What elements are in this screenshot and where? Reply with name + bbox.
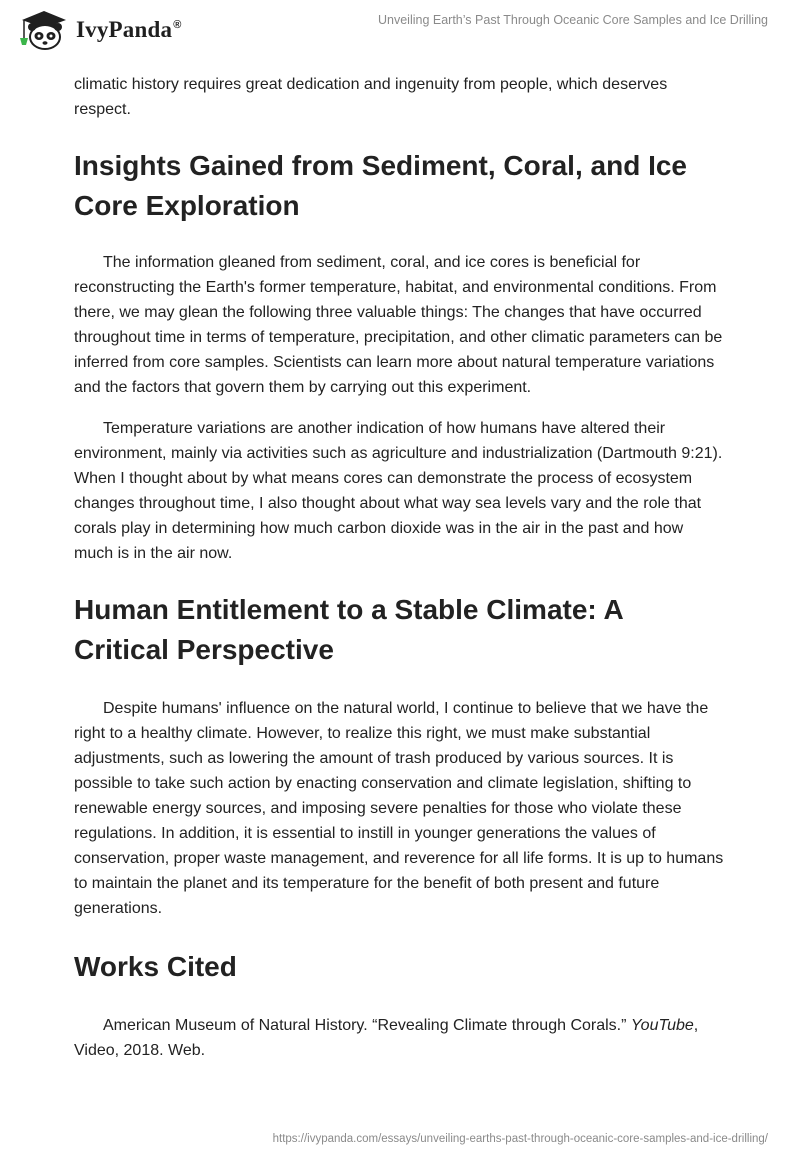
paragraph: Temperature variations are another indication of how humans have altered their environment, mainly via activities such as agriculture and industrialization (Dartmouth 9:21). When I thought about by what means cores can demonstrate the process of ecosystem changes throughout time, I also thought about what way sea levels vary and the role that corals play in determining how much carbon dioxide was in the air in the past and how much is in the air now. [74, 420, 723, 562]
logo-wordmark: IvyPanda® [76, 17, 182, 42]
ivypanda-logo[interactable] [14, 8, 182, 52]
section-heading-entitlement: Human Entitlement to a Stable Climate: A Critical Perspective [74, 594, 623, 665]
paragraph: Despite humans' influence on the natural world, I continue to believe that we have the right to a healthy climate. However, to realize this right, we must make substantial adjustments, such as lowering the amount of trash produced by various sources. It is possible to take such action by enacting conservation and climate legislation, shifting to renewable energy sources, and imposing severe penalties for those who violate these regulations. In addition, it is essential to instill in younger generations the values of conservation, proper waste management, and reverence for all life forms. It is up to humans to maintain the planet and its temperature for the benefit of both present and future generations. [74, 700, 724, 917]
intro-paragraph: climatic history requires great dedication and ingenuity from people, which deserves respect. [74, 76, 668, 118]
section-heading-insights: Insights Gained from Sediment, Coral, and Ice Core Exploration [74, 150, 688, 221]
essay-content [74, 72, 724, 1063]
citation-entry [74, 1013, 724, 1063]
registered-mark: ® [173, 19, 182, 32]
section-heading-works-cited: Works Cited [74, 951, 237, 982]
page-header [0, 0, 800, 60]
citation-source-italic: YouTube [630, 1017, 694, 1034]
citation-text: American Museum of Natural History. “Revealing Climate through Corals.” [103, 1017, 631, 1034]
panda-graduate-icon [14, 8, 70, 52]
footer-url[interactable]: https://ivypanda.com/essays/unveiling-earths-past-through-oceanic-core-samples-and-ice-drilling/ [272, 1133, 768, 1145]
document-title: Unveiling Earth’s Past Through Oceanic Core Samples and Ice Drilling [377, 13, 768, 27]
citation-details: , Video, 2018. Web. [74, 1017, 699, 1059]
paragraph: The information gleaned from sediment, coral, and ice cores is beneficial for reconstructing the Earth's former temperature, habitat, and environmental conditions. From there, we may glean the following three valuable things: The changes that have occurred throughout time in terms of temperature, precipitation, and other climatic parameters can be inferred from core samples. Scientists can learn more about natural temperature variations and the factors that govern them by carrying out this experiment. [74, 254, 723, 396]
